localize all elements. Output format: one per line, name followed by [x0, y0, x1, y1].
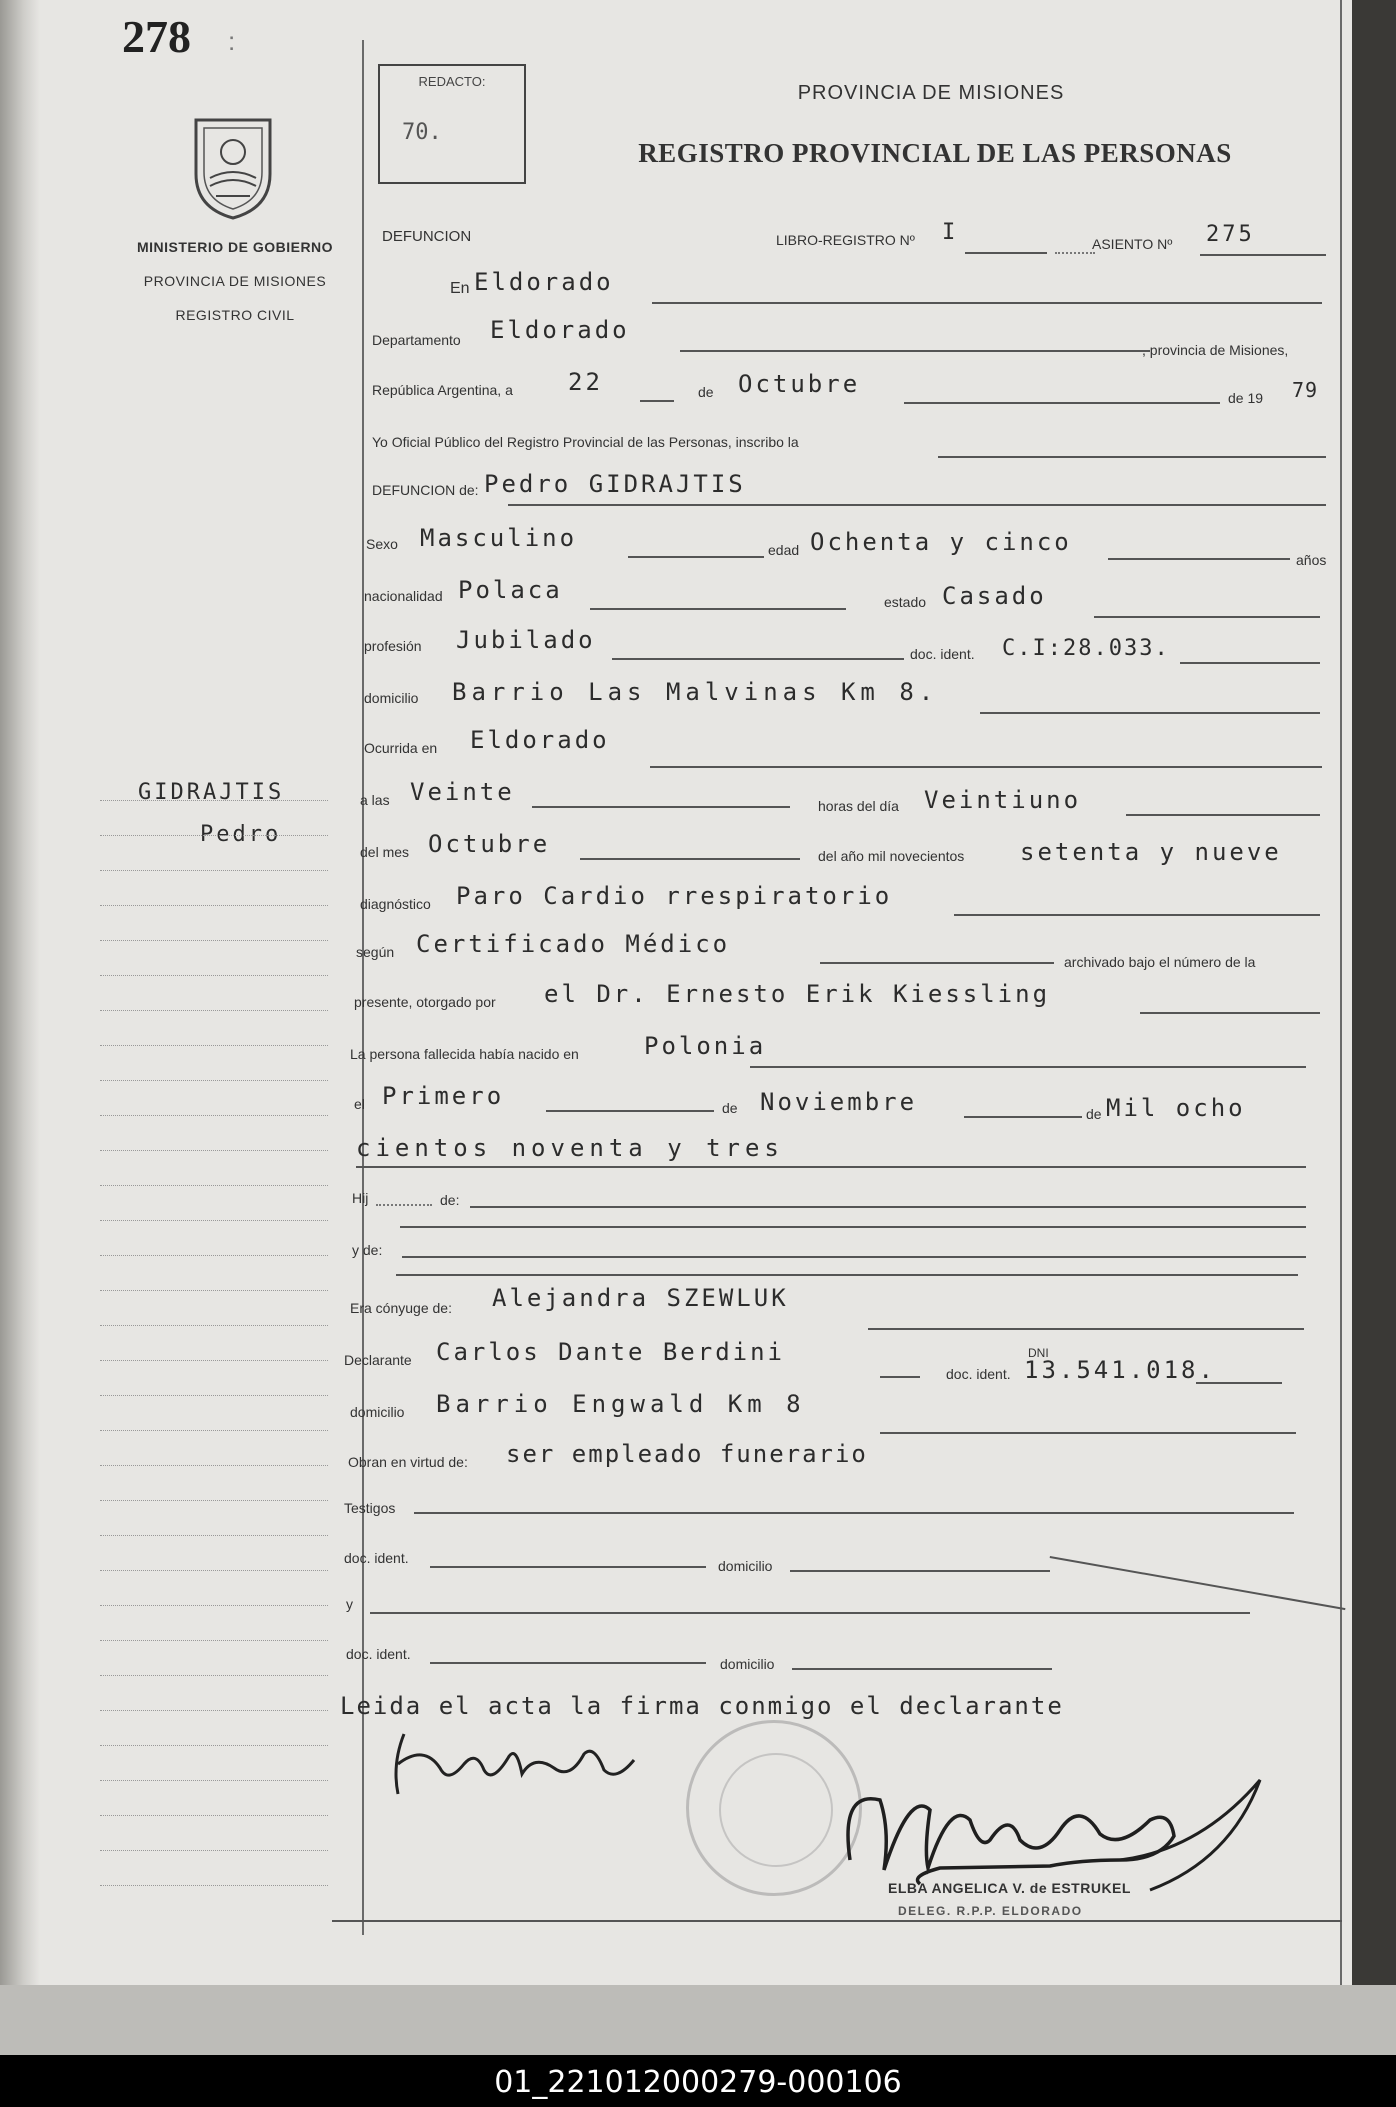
value-doc-ident: C.I:28.033. [1002, 636, 1170, 661]
margin-note-line [100, 1360, 328, 1361]
margin-note-line [100, 1465, 328, 1466]
label-declarante: Declarante [344, 1352, 412, 1368]
margin-note-line [100, 800, 328, 801]
page-number: 278 [122, 11, 191, 62]
label-profesion: profesión [364, 638, 422, 654]
label-segun: según [356, 944, 395, 960]
header-province: PROVINCIA DE MISIONES [797, 82, 1065, 104]
margin-note-line [100, 1290, 328, 1291]
asiento-label: ASIENTO Nº [1092, 236, 1173, 252]
label-defuncion-de: DEFUNCION de: [372, 482, 479, 498]
label-de19: de 19 [1228, 390, 1264, 406]
official-title: DELEG. R.P.P. ELDORADO [898, 1904, 1083, 1918]
coat-of-arms-icon [186, 112, 280, 222]
label-y-de: y de: [352, 1242, 383, 1258]
binding-edge [0, 0, 40, 1985]
agency-registry: REGISTRO CIVIL [175, 307, 295, 323]
value-declarante: Carlos Dante Berdini [436, 1338, 785, 1366]
margin-note-line [100, 1185, 328, 1186]
label-hij-de: de: [440, 1192, 460, 1208]
label-doc-ident-t1: doc. ident. [344, 1550, 409, 1566]
libro-label: LIBRO-REGISTRO Nº [776, 232, 915, 248]
margin-note-line [100, 1045, 328, 1046]
file-id: 01_221012000279-000106 [494, 2065, 902, 2100]
margin-note-line [100, 1080, 328, 1081]
header-registry: REGISTRO PROVINCIAL DE LAS PERSONAS [638, 138, 1232, 168]
margin-note-line [100, 1675, 328, 1676]
margin-note-line [100, 870, 328, 871]
value-estado: Casado [942, 582, 1047, 610]
label-doc-ident-t2: doc. ident. [346, 1646, 411, 1662]
label-del-ano: del año mil novecientos [818, 848, 965, 864]
label-testigos: Testigos [344, 1500, 396, 1516]
value-nacionalidad: Polaca [458, 576, 563, 604]
value-declarante-doc-prefix: DNI [1028, 1346, 1049, 1360]
value-dia: 22 [568, 368, 603, 396]
label-domicilio2: domicilio [350, 1404, 405, 1420]
label-el: el [354, 1096, 365, 1112]
value-mes-texto: Octubre [428, 830, 551, 858]
value-edad: Ochenta y cinco [810, 528, 1072, 556]
margin-note-line [100, 1430, 328, 1431]
official-signature-icon [820, 1750, 1280, 1900]
margin-note-line [100, 1570, 328, 1571]
label-estado: estado [884, 594, 927, 610]
margin-note-line [100, 975, 328, 976]
libro-value: I [942, 220, 959, 245]
margin-note-name: Pedro [200, 822, 282, 847]
margin-note-line [100, 1010, 328, 1011]
agency-province: PROVINCIA DE MISIONES [143, 273, 327, 289]
asiento-value: 275 [1206, 222, 1255, 247]
label-y: y [346, 1596, 353, 1612]
form-bottom-rule [332, 1920, 1342, 1922]
form-right-rule [1340, 0, 1342, 1985]
margin-note-surname: GIDRAJTIS [138, 780, 285, 805]
label-doc-ident2: doc. ident. [946, 1366, 1011, 1382]
margin-note-line [100, 1150, 328, 1151]
page-number-mark: : [228, 26, 236, 56]
value-dia-texto: Veintiuno [924, 786, 1082, 814]
margin-note-line [100, 1815, 328, 1816]
value-en: Eldorado [474, 268, 614, 296]
label-obran: Obran en virtud de: [348, 1454, 468, 1470]
margin-note-line [100, 905, 328, 906]
margin-note-line [100, 1500, 328, 1501]
value-nac-dia: Primero [382, 1082, 505, 1110]
value-ocurrida-en: Eldorado [470, 726, 610, 754]
value-departamento: Eldorado [490, 316, 630, 344]
label-anos: años [1296, 552, 1327, 568]
margin-note-line [100, 1640, 328, 1641]
file-id-bar [0, 2055, 1396, 2107]
label-a-las: a las [360, 792, 390, 808]
value-declarante-domicilio: Barrio Engwald Km 8 [436, 1390, 806, 1418]
value-obran: ser empleado funerario [506, 1440, 868, 1468]
value-declarante-doc: 13.541.018. [1024, 1356, 1216, 1384]
margin-note-line [100, 1850, 328, 1851]
label-diagnostico: diagnóstico [360, 896, 431, 912]
value-profesion: Jubilado [456, 626, 596, 654]
label-de-mes: de [722, 1100, 738, 1116]
redacto-box [378, 64, 526, 184]
value-cierre: Leida el acta la firma conmigo el declarante [340, 1692, 1064, 1720]
label-de: de [698, 384, 714, 400]
value-hora: Veinte [410, 778, 515, 806]
label-presente: presente, otorgado por [354, 994, 496, 1010]
margin-note-line [100, 1710, 328, 1711]
value-segun: Certificado Médico [416, 930, 731, 958]
margin-note-line [100, 1325, 328, 1326]
label-hij: Hij [352, 1190, 369, 1206]
act-type: DEFUNCION [382, 228, 472, 245]
label-de-ano: de [1086, 1106, 1102, 1122]
agency-ministry: MINISTERIO DE GOBIERNO [136, 239, 334, 255]
margin-note-line [100, 1395, 328, 1396]
label-horas-del-dia: horas del día [818, 798, 899, 814]
margin-note-line [100, 1535, 328, 1536]
value-mes: Octubre [738, 370, 861, 398]
cancel-diagonal [1050, 1556, 1346, 1610]
book-edge [1352, 0, 1396, 1985]
value-otorgado-por: el Dr. Ernesto Erik Kiessling [544, 980, 1051, 1008]
margin-note-line [100, 835, 328, 836]
label-archivado: archivado bajo el número de la [1064, 954, 1256, 970]
label-en: En [450, 280, 470, 297]
label-nacido-en: La persona fallecida había nacido en [350, 1046, 579, 1062]
value-nombre: Pedro GIDRAJTIS [484, 470, 746, 498]
redacto-value: 70. [402, 120, 442, 145]
margin-note-line [100, 1605, 328, 1606]
value-ano-texto: setenta y nueve [1020, 838, 1282, 866]
label-ocurrida-en: Ocurrida en [364, 740, 438, 756]
declarant-signature-icon [384, 1724, 654, 1804]
redacto-label: REDACTO: [418, 74, 486, 89]
label-nacionalidad: nacionalidad [364, 588, 443, 604]
value-conyuge: Alejandra SZEWLUK [492, 1284, 789, 1312]
label-domicilio-t1: domicilio [718, 1558, 773, 1574]
label-provincia-misiones: , provincia de Misiones, [1142, 342, 1289, 358]
margin-note-line [100, 1745, 328, 1746]
label-departamento: Departamento [372, 332, 461, 348]
label-del-mes: del mes [360, 844, 410, 860]
value-ano: 79 [1292, 378, 1319, 402]
value-diagnostico: Paro Cardio rrespiratorio [456, 882, 893, 910]
value-nac-ano-2: cientos noventa y tres [356, 1134, 784, 1162]
label-domicilio-t2: domicilio [720, 1656, 775, 1672]
label-doc-ident: doc. ident. [910, 646, 975, 662]
margin-note-line [100, 1255, 328, 1256]
label-yo-oficial: Yo Oficial Público del Registro Provincial de las Personas, inscribo la [372, 434, 799, 450]
margin-note-line [100, 1220, 328, 1221]
value-domicilio: Barrio Las Malvinas Km 8. [452, 678, 939, 706]
value-nac-mes: Noviembre [760, 1088, 918, 1116]
label-conyuge: Era cónyuge de: [350, 1300, 452, 1316]
value-nacido-en: Polonia [644, 1032, 767, 1060]
label-republica: República Argentina, a [372, 382, 513, 398]
margin-note-line [100, 1885, 328, 1886]
value-nac-ano-1: Mil ocho [1106, 1094, 1246, 1122]
value-sexo: Masculino [420, 524, 578, 552]
official-name: ELBA ANGELICA V. de ESTRUKEL [888, 1880, 1131, 1896]
label-edad: edad [768, 542, 800, 558]
label-sexo: Sexo [366, 536, 398, 552]
margin-note-line [100, 1115, 328, 1116]
label-domicilio: domicilio [364, 690, 419, 706]
margin-note-line [100, 1780, 328, 1781]
book-cover [0, 1985, 1396, 2055]
margin-note-line [100, 940, 328, 941]
